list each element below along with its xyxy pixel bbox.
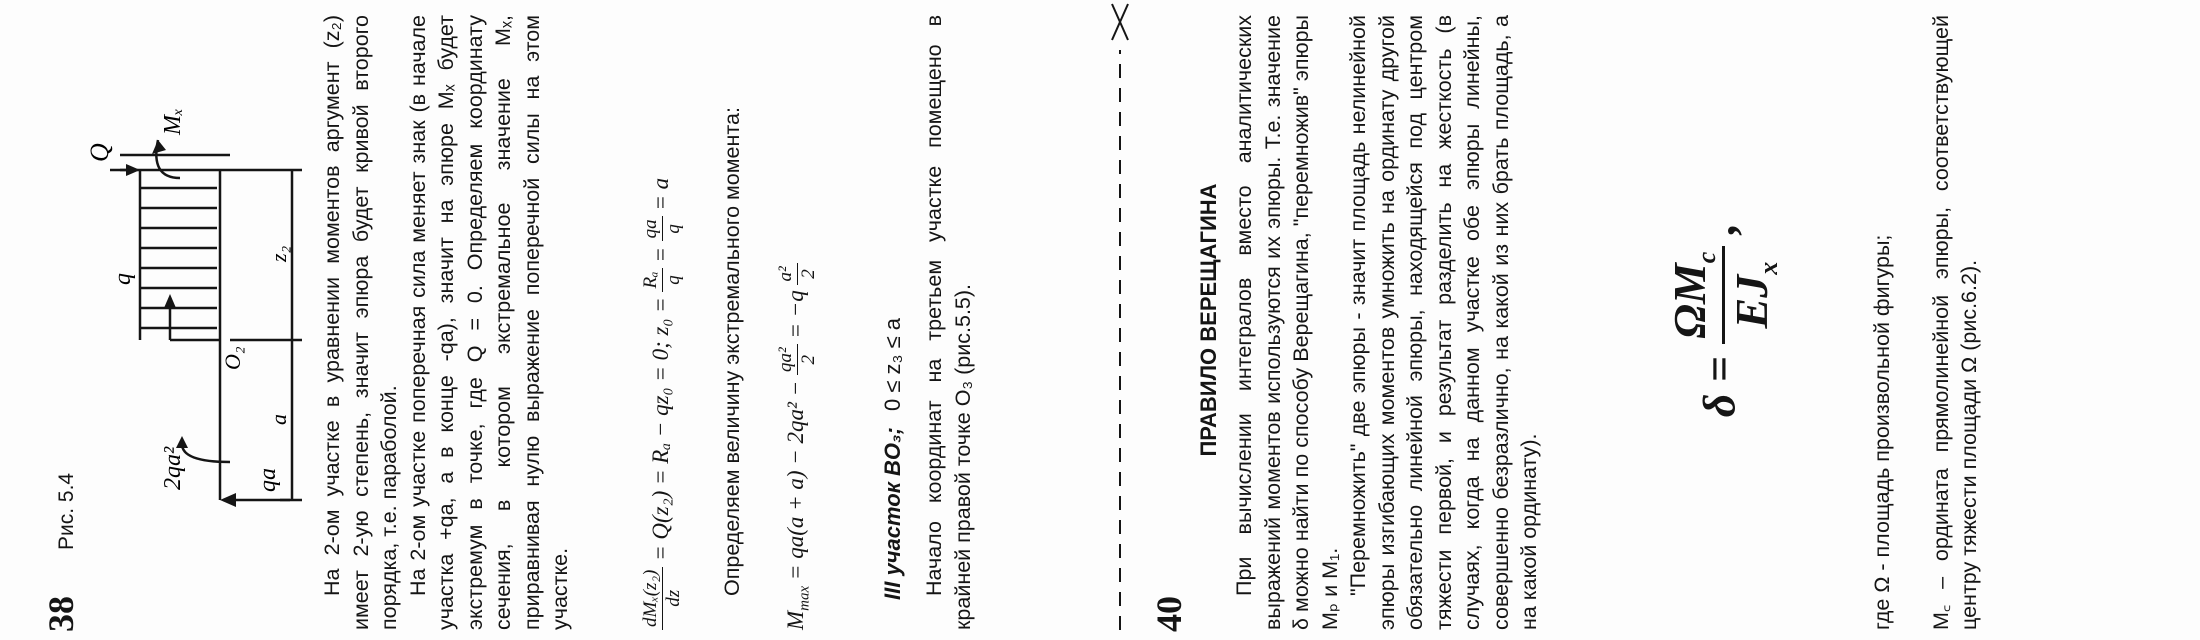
page-number: 38 (41, 596, 81, 632)
page40-body-2 (1868, 15, 1984, 630)
page38-body-2 (718, 15, 747, 630)
paragraph: На 2-ом участке в уравнении моментов аргумент (z₂) имеет 2-ую степень, значит эпюра будет кривой второго порядка, т.е. параболой. (320, 15, 401, 630)
label-q: q (110, 273, 136, 285)
fraction: $\Omega M_c$ $EJ_x$ (1663, 246, 1784, 345)
label-2qa2: 2qa² (160, 446, 186, 490)
scissors-icon (1112, 4, 1128, 40)
derivative-formula: dMₓ(z₂) dz = Q(z₂) = Rₐ − qz₀ = 0; z₀ = Rₐ q = qa q = a (640, 15, 685, 630)
label-Q: Q (85, 143, 114, 162)
label-qa: qa (255, 468, 281, 492)
section-title: III участок BO₃; 0 ≤ z₃ ≤ a (880, 318, 905, 600)
paragraph: Начало координат на третьем участке помещено в крайней правой точке O₃ (рис.5.5). (922, 15, 975, 630)
page38-body-3 (920, 15, 977, 630)
label-o2: O₂ (220, 346, 245, 370)
moment-arrow (182, 444, 230, 462)
label-z2: z₂ (266, 245, 291, 262)
fraction: qa² 2 (775, 344, 820, 375)
page-40 (1128, 0, 2200, 640)
paragraph: где Ω - площадь произвольной фигуры; (1870, 234, 1894, 630)
fraction: qa q (640, 216, 685, 241)
paragraph: "Перемножить" две эпюры - значит площадь нелинейной эпюры изгибающих моментов умножить на ординату другой обязательно линейной эпюры, находящейся под центром тяжести первой, и результат разделить на жесткость (в случаях, когда на данном участке обе эпюры линейны, совершенно безразлично, на какой из них брать площадь, а на какой ординату). (1346, 15, 1541, 630)
fraction: dMₓ(z₂) dz (640, 567, 685, 630)
fraction: a² 2 (775, 263, 820, 284)
label-a: a (266, 414, 291, 425)
vereshchagin-formula: δ = $\Omega M_c$ $EJ_x$ , (1664, 222, 1784, 418)
page-number: 40 (1149, 596, 1189, 632)
page40-body-1 (1230, 15, 1544, 630)
paragraph: Определяем величину экстремального момента: (720, 107, 744, 596)
label-Mx: Mₓ (160, 108, 186, 135)
page38-body-1 (318, 15, 575, 630)
paragraph: На 2-ом участке поперечная сила меняет знак (в начале участка +qa, а в конце -qa), значит на эпюре Mₓ будет экстремум в точке, где Q = 0. Определяем координату сечения, в котором экстремальное значение Mₓ, приравнивая нулю выражение поперечной силы на этом участке. (405, 15, 572, 630)
fraction: Rₐ q (640, 268, 685, 291)
cut-line (1110, 0, 1130, 640)
beam-figure (80, 0, 310, 640)
paragraph: M꜀ – ордината прямолинейной эпюры, соответствующей центру тяжести площади Ω (рис.6.2). (1928, 15, 1981, 630)
paragraph: При вычислении интегралов вместо аналитических выражений моментов используются их эпюры. Т.е. значение δ можно найти по способу Верещагина, "перемножив" эпюры Mₚ и M₁. (1232, 15, 1342, 630)
max-moment-formula: $M_{max} = qa(a + a) - 2qa^2$ − qa² 2 = −q a² 2 (775, 15, 820, 630)
figure-caption: Рис. 5.4 (55, 472, 78, 550)
page-heading: ПРАВИЛО ВЕРЕЩАГИНА (1196, 183, 1221, 457)
